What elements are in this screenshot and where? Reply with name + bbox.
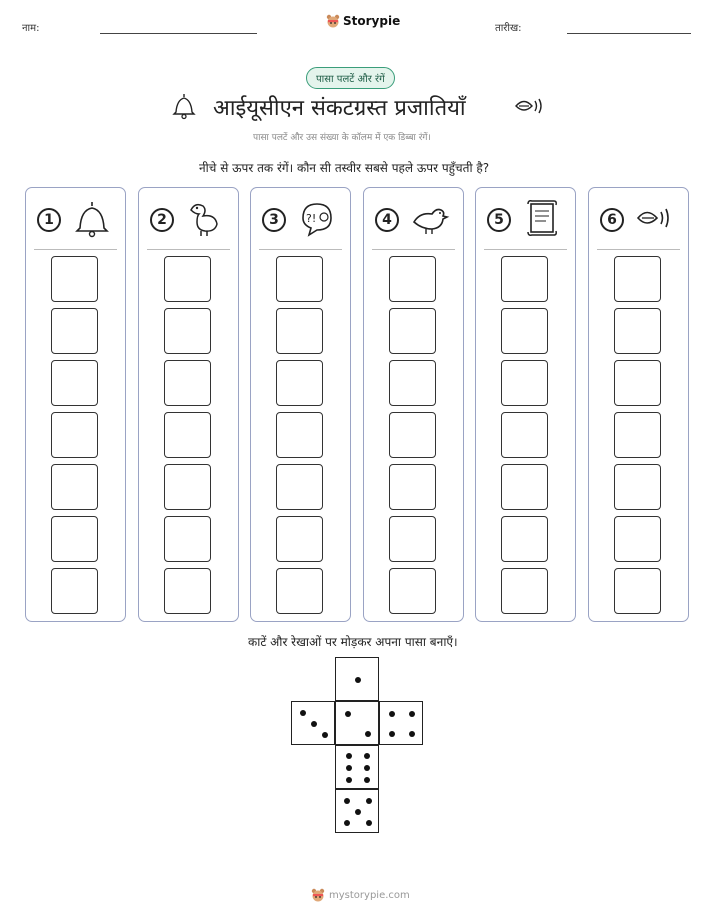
color-box[interactable] — [164, 360, 211, 406]
page-title: आईयूसीएन संकटग्रस्त प्रजातियाँ — [213, 96, 466, 121]
color-box[interactable] — [51, 360, 98, 406]
die-pip — [300, 710, 306, 716]
color-box[interactable] — [164, 568, 211, 614]
color-box[interactable] — [276, 256, 323, 302]
scroll-icon — [522, 198, 562, 238]
bell-icon — [72, 198, 112, 238]
color-box[interactable] — [614, 256, 661, 302]
color-box[interactable] — [389, 360, 436, 406]
column-4 — [363, 187, 464, 622]
column-number: 1 — [37, 208, 61, 232]
color-box[interactable] — [501, 308, 548, 354]
color-box[interactable] — [164, 516, 211, 562]
column-5 — [475, 187, 576, 622]
die-pip — [389, 711, 395, 717]
die-face-5 — [335, 789, 379, 833]
color-box[interactable] — [164, 464, 211, 510]
die-pip — [346, 765, 352, 771]
color-box[interactable] — [164, 256, 211, 302]
die-pip — [322, 732, 328, 738]
storypie-logo — [326, 14, 400, 28]
column-number: 4 — [375, 208, 399, 232]
column-divider — [147, 249, 230, 250]
color-box[interactable] — [501, 360, 548, 406]
color-box[interactable] — [276, 360, 323, 406]
die-pip — [355, 809, 361, 815]
color-box[interactable] — [389, 516, 436, 562]
bell-icon — [171, 92, 197, 120]
column-6 — [588, 187, 689, 622]
die-pip — [345, 711, 351, 717]
bear-icon — [326, 14, 340, 28]
column-number: 2 — [150, 208, 174, 232]
color-box[interactable] — [614, 516, 661, 562]
mouth-sound-icon — [514, 95, 546, 117]
speech-bubble-icon — [297, 198, 337, 238]
die-pip — [364, 765, 370, 771]
column-number: 6 — [600, 208, 624, 232]
color-box[interactable] — [614, 464, 661, 510]
color-box[interactable] — [389, 464, 436, 510]
name-line — [100, 33, 257, 34]
color-box[interactable] — [389, 412, 436, 458]
color-box[interactable] — [51, 256, 98, 302]
column-divider — [34, 249, 117, 250]
footer — [311, 888, 410, 902]
die-pip — [346, 777, 352, 783]
column-divider — [484, 249, 567, 250]
column-2 — [138, 187, 239, 622]
mouth-sound-icon — [635, 198, 675, 238]
color-box[interactable] — [276, 464, 323, 510]
column-divider — [372, 249, 455, 250]
color-box[interactable] — [501, 516, 548, 562]
die-pip — [344, 798, 350, 804]
bear-icon — [311, 888, 325, 902]
die-pip — [311, 721, 317, 727]
activity-badge: पासा पलटें और रंगें — [306, 67, 395, 89]
date-line — [567, 33, 691, 34]
column-number: 5 — [487, 208, 511, 232]
die-pip — [366, 798, 372, 804]
color-box[interactable] — [51, 308, 98, 354]
die-pip — [389, 731, 395, 737]
color-box[interactable] — [389, 256, 436, 302]
color-box[interactable] — [614, 360, 661, 406]
color-box[interactable] — [51, 412, 98, 458]
color-box[interactable] — [276, 308, 323, 354]
die-pip — [409, 711, 415, 717]
die-pip — [365, 731, 371, 737]
date-label: तारीख: — [495, 23, 522, 34]
color-box[interactable] — [389, 308, 436, 354]
die-face-3 — [291, 701, 335, 745]
footer-url[interactable]: mystorypie.com — [329, 889, 410, 901]
die-pip — [409, 731, 415, 737]
color-box[interactable] — [501, 256, 548, 302]
color-box[interactable] — [614, 412, 661, 458]
die-face-4 — [379, 701, 423, 745]
color-box[interactable] — [164, 412, 211, 458]
die-pip — [355, 677, 361, 683]
pigeon-icon — [410, 198, 450, 238]
color-box[interactable] — [614, 568, 661, 614]
color-box[interactable] — [501, 464, 548, 510]
die-face-1 — [335, 657, 379, 701]
logo-text: Storypie — [343, 14, 401, 28]
color-box[interactable] — [51, 516, 98, 562]
cut-instruction: काटें और रेखाओं पर मोड़कर अपना पासा बनाएँ। — [248, 635, 458, 649]
color-box[interactable] — [614, 308, 661, 354]
color-box[interactable] — [276, 516, 323, 562]
color-box[interactable] — [276, 412, 323, 458]
color-box[interactable] — [51, 464, 98, 510]
die-pip — [364, 753, 370, 759]
dodo-bird-icon — [185, 198, 225, 238]
column-1 — [25, 187, 126, 622]
color-box[interactable] — [51, 568, 98, 614]
die-face-6 — [335, 745, 379, 789]
die-pip — [366, 820, 372, 826]
color-box[interactable] — [501, 412, 548, 458]
column-number: 3 — [262, 208, 286, 232]
die-pip — [346, 753, 352, 759]
svg-text:?!: ?! — [306, 212, 317, 225]
color-box[interactable] — [276, 568, 323, 614]
color-box[interactable] — [501, 568, 548, 614]
column-divider — [259, 249, 342, 250]
name-label: नाम: — [22, 23, 40, 34]
column-3 — [250, 187, 351, 622]
column-divider — [597, 249, 680, 250]
color-box[interactable] — [164, 308, 211, 354]
subtitle: पासा पलटें और उस संख्या के कॉलम में एक डिब्बा रंगें। — [253, 133, 431, 143]
color-box[interactable] — [389, 568, 436, 614]
die-face-2 — [335, 701, 379, 745]
die-pip — [344, 820, 350, 826]
die-pip — [364, 777, 370, 783]
instruction-text: नीचे से ऊपर तक रंगें। कौन सी तस्वीर सबसे पहले ऊपर पहुँचती है? — [199, 161, 490, 175]
